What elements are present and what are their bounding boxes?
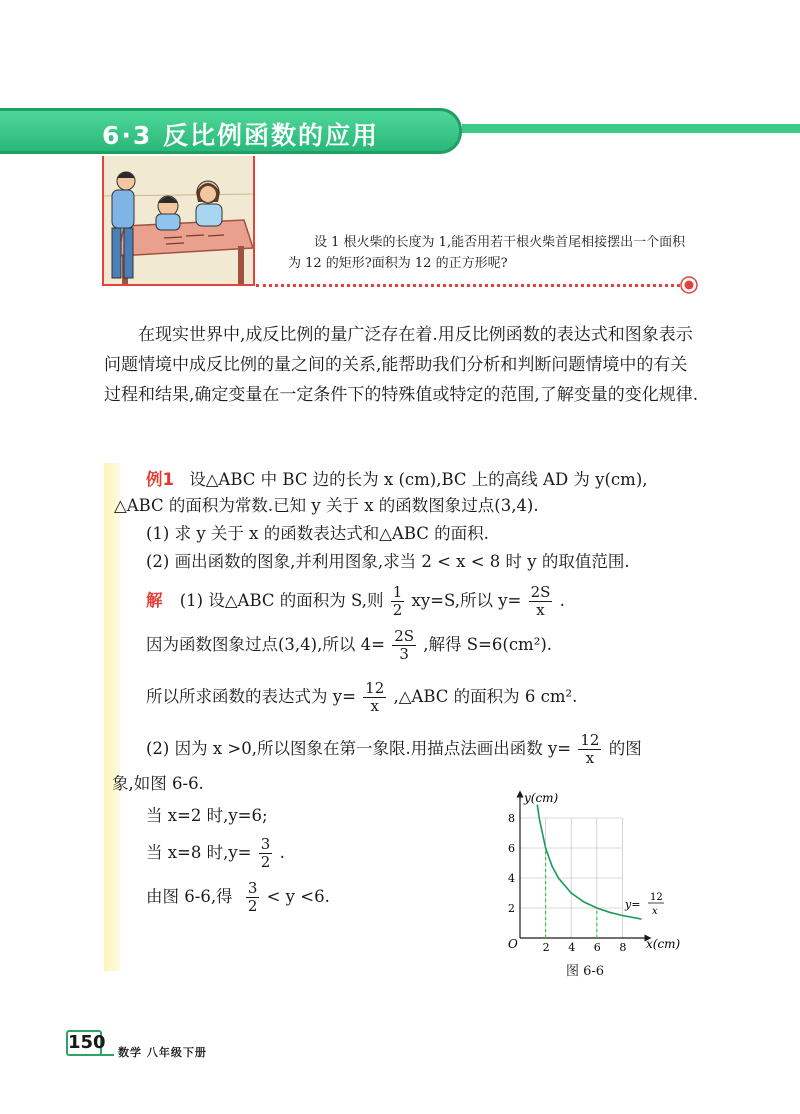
curve-label-denominator: x <box>652 906 658 917</box>
fraction-numerator: 1 <box>392 583 403 601</box>
fraction-numerator: 2S <box>530 583 551 601</box>
example-text-1: 设△ABC 中 BC 边的长为 x (cm),BC 上的高线 AD 为 y(cm), <box>189 470 648 489</box>
inverse-function-chart <box>500 790 700 975</box>
solution-text: 当 x=8 时,y= <box>146 843 252 862</box>
fraction-numerator: 12 <box>580 731 600 749</box>
fraction-denominator: 3 <box>399 645 409 663</box>
page-number: 150 <box>66 1030 102 1056</box>
fraction-denominator: 2 <box>247 897 258 915</box>
solution-text: . <box>279 843 285 862</box>
fraction-denominator: x <box>585 749 595 767</box>
y-tick-label-4: 4 <box>508 872 515 885</box>
intro-dotted-rule <box>256 284 680 287</box>
solution-text: < y <6. <box>266 887 330 906</box>
children-at-table-illustration <box>104 156 253 284</box>
chart-grid <box>520 818 622 938</box>
solution-text: . <box>559 591 565 610</box>
solution-line-3 <box>146 680 577 715</box>
solution-line-6: 当 x=2 时,y=6; <box>146 806 268 825</box>
curve-label-numerator: 12 <box>650 892 663 903</box>
solution-text: (1) 设△ABC 的面积为 S,则 <box>179 591 384 610</box>
fraction <box>246 880 260 915</box>
fraction <box>363 680 386 715</box>
y-axis-label: y(cm) <box>524 791 559 805</box>
fraction-numerator: 2S <box>394 627 415 645</box>
example-line-1 <box>146 468 648 492</box>
x-tick-label-2: 2 <box>542 941 550 954</box>
example-question-2: (2) 画出函数的图象,并利用图象,求当 2 < x < 8 时 y 的取值范围. <box>146 552 630 571</box>
y-tick-label-8: 8 <box>508 812 515 825</box>
book-title: 数学 八年级下册 <box>118 1046 207 1059</box>
chart-caption: 图 6-6 <box>566 964 605 979</box>
x-tick-label-8: 8 <box>619 941 627 954</box>
solution-line-4 <box>146 732 642 767</box>
fraction-numerator: 3 <box>247 879 258 897</box>
solution-line-7 <box>146 836 285 871</box>
page-number-tail <box>100 1054 114 1056</box>
solution-text: ,△ABC 的面积为 6 cm². <box>393 687 578 706</box>
target-icon <box>680 276 698 294</box>
curve-label <box>624 892 664 917</box>
solution-line-5: 象,如图 6-6. <box>112 774 204 793</box>
y-tick-label-2: 2 <box>508 902 515 915</box>
fraction <box>391 584 405 619</box>
solution-text: xy=S,所以 y= <box>411 591 522 610</box>
header-rule <box>462 124 800 133</box>
solution-text: ,解得 S=6(cm²). <box>423 635 553 654</box>
fraction-numerator: 3 <box>260 835 271 853</box>
fraction <box>529 584 553 619</box>
y-tick-label-6: 6 <box>508 842 515 855</box>
fraction <box>392 628 416 663</box>
solution-label: 解 <box>146 591 163 610</box>
x-tick-label-4: 4 <box>568 941 576 954</box>
section-title: 6·3 反比例函数的应用 <box>102 121 379 150</box>
fraction <box>578 732 601 767</box>
fraction-denominator: 2 <box>392 601 403 619</box>
solution-text: (2) 因为 x >0,所以图象在第一象限.用描点法画出函数 y= <box>146 739 572 758</box>
solution-line-1 <box>146 584 565 619</box>
origin-label: O <box>508 937 518 951</box>
fraction-denominator: 2 <box>260 853 271 871</box>
fraction <box>259 836 273 871</box>
chart-ticks <box>508 812 626 954</box>
intro-question: 设 1 根火柴的长度为 1,能否用若干根火柴首尾相接摆出一个面积为 12 的矩形?面积为 12 的正方形呢? <box>288 235 686 271</box>
solution-text: 的图 <box>608 739 642 758</box>
x-tick-label-6: 6 <box>593 941 601 954</box>
fraction-denominator: x <box>536 601 545 619</box>
x-axis-label: x(cm) <box>646 937 681 951</box>
intro-paragraph: 在现实世界中,成反比例的量广泛存在着.用反比例函数的表达式和图象表示问题情境中成反比例的量之间的关系,能帮助我们分析和判断问题情境中的有关过程和结果,确定变量在一定条件下的特殊值或特定的范围,了解变量的变化规律. <box>104 325 699 405</box>
fraction-numerator: 12 <box>365 679 385 697</box>
solution-text: 因为函数图象过点(3,4),所以 4= <box>146 635 385 654</box>
curve-label-prefix: y= <box>625 898 641 911</box>
solution-text: 由图 6-6,得 <box>146 887 233 906</box>
example-highlight-bar <box>104 463 120 971</box>
example-question-1: (1) 求 y 关于 x 的函数表达式和△ABC 的面积. <box>146 524 489 543</box>
solution-text: 所以所求函数的表达式为 y= <box>146 687 356 706</box>
fraction-denominator: x <box>370 697 379 715</box>
example-label: 例1 <box>146 470 174 489</box>
solution-line-2 <box>146 628 552 663</box>
intro-illustration <box>104 156 253 284</box>
example-line-2: △ABC 的面积为常数.已知 y 关于 x 的函数图象过点(3,4). <box>114 496 539 515</box>
solution-line-8 <box>146 880 330 915</box>
